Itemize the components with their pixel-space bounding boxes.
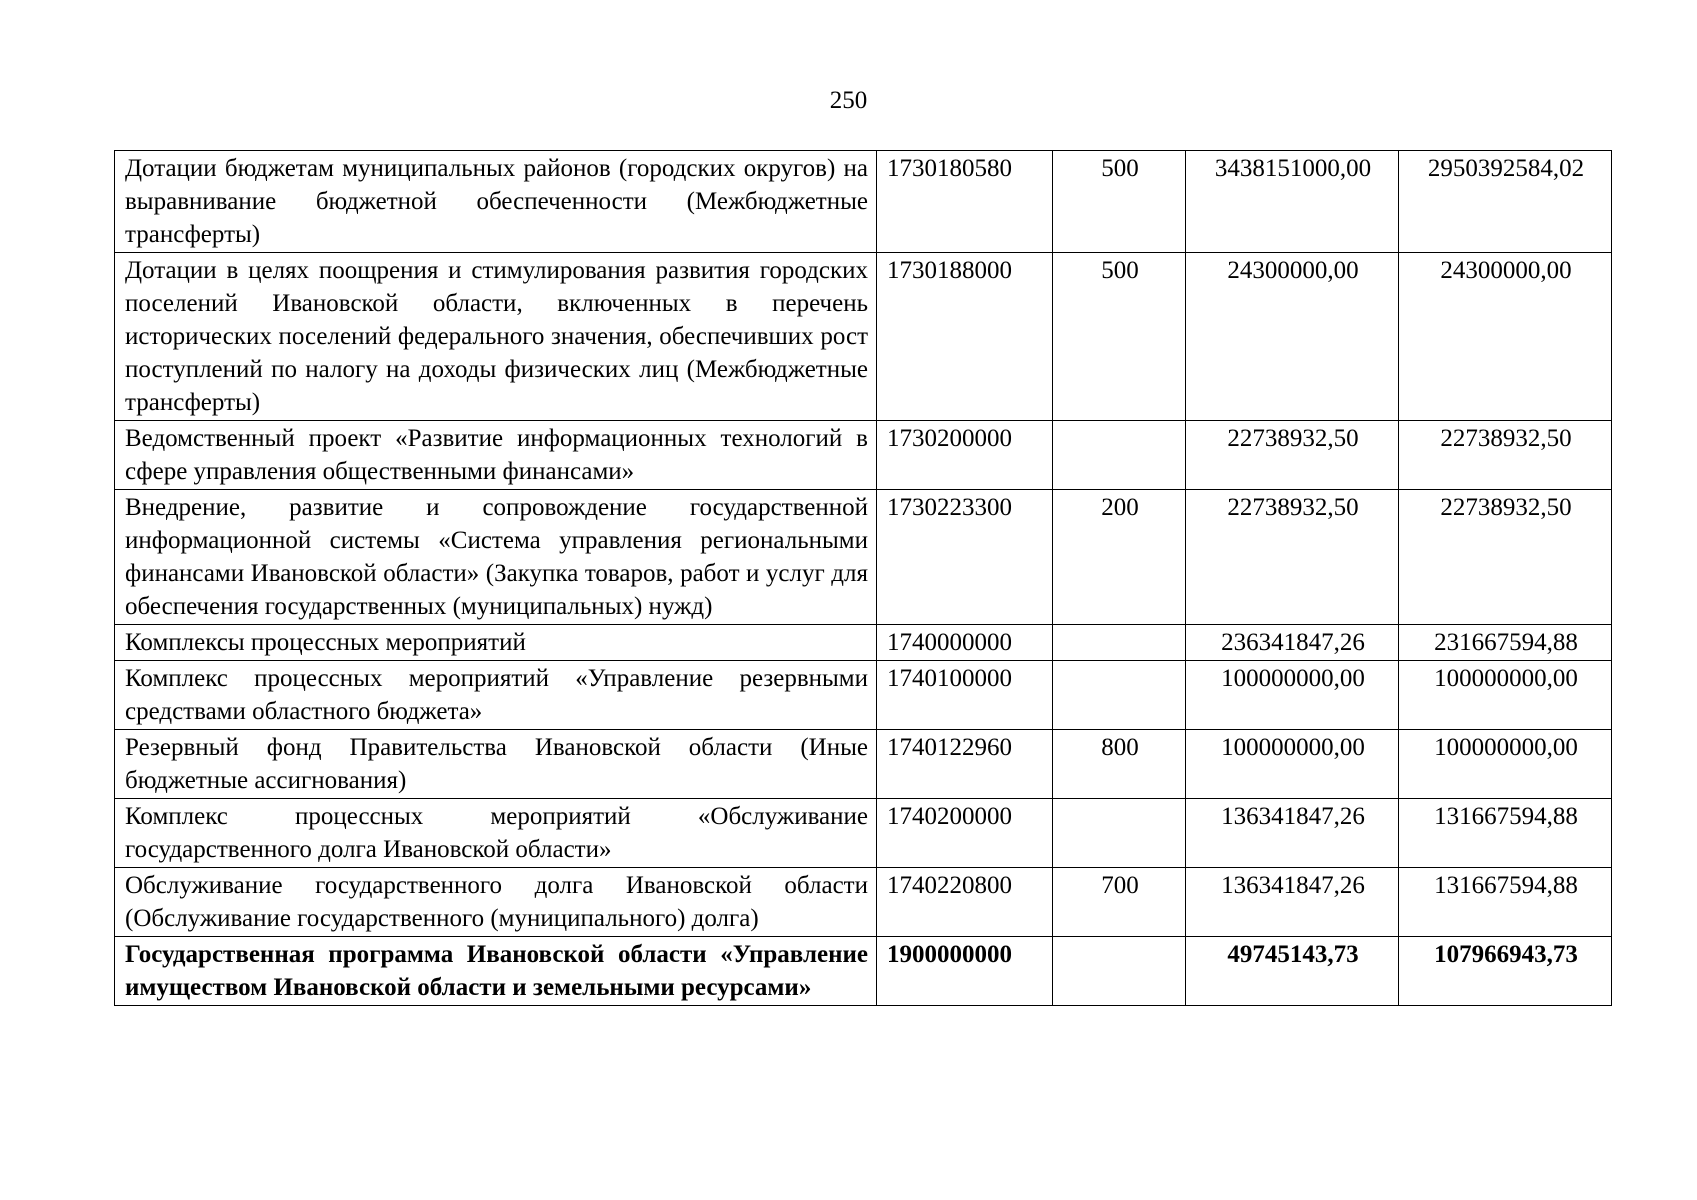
row-name: Ведомственный проект «Развитие информационных технологий в сфере управления общественными финансами» [115, 421, 877, 490]
row-expense-type [1053, 625, 1186, 661]
row-expense-type: 500 [1053, 151, 1186, 253]
row-code: 1730180580 [877, 151, 1053, 253]
table-row [115, 490, 1612, 625]
table-row [115, 937, 1612, 1006]
table-row [115, 799, 1612, 868]
row-name: Государственная программа Ивановской области «Управление имуществом Ивановской области и земельными ресурсами» [115, 937, 877, 1006]
row-sum-1: 3438151000,00 [1186, 151, 1399, 253]
page-number: 250 [829, 87, 868, 114]
row-expense-type [1053, 421, 1186, 490]
row-code: 1740122960 [877, 730, 1053, 799]
row-sum-1: 49745143,73 [1186, 937, 1399, 1006]
row-name: Внедрение, развитие и сопровождение государственной информационной системы «Система управления региональными финансами Ивановской области» (Закупка товаров, работ и услуг для обеспечения государственных (муниципальных) нужд) [115, 490, 877, 625]
row-sum-2: 100000000,00 [1399, 661, 1612, 730]
row-sum-2: 100000000,00 [1399, 730, 1612, 799]
row-sum-2: 24300000,00 [1399, 253, 1612, 421]
row-sum-2: 231667594,88 [1399, 625, 1612, 661]
row-code: 1740100000 [877, 661, 1053, 730]
row-expense-type [1053, 799, 1186, 868]
row-name: Дотации в целях поощрения и стимулирования развития городских поселений Ивановской области, включенных в перечень исторических поселений федерального значения, обеспечивших рост поступлений по налогу на доходы физических лиц (Межбюджетные трансферты) [115, 253, 877, 421]
row-sum-1: 100000000,00 [1186, 730, 1399, 799]
row-code: 1730223300 [877, 490, 1053, 625]
row-sum-2: 107966943,73 [1399, 937, 1612, 1006]
row-sum-2: 131667594,88 [1399, 799, 1612, 868]
row-sum-1: 100000000,00 [1186, 661, 1399, 730]
row-expense-type: 200 [1053, 490, 1186, 625]
table-row [115, 625, 1612, 661]
row-name: Комплексы процессных мероприятий [115, 625, 877, 661]
row-sum-1: 136341847,26 [1186, 868, 1399, 937]
table-row [115, 868, 1612, 937]
row-expense-type: 800 [1053, 730, 1186, 799]
row-expense-type: 500 [1053, 253, 1186, 421]
row-expense-type [1053, 937, 1186, 1006]
row-name: Резервный фонд Правительства Ивановской области (Иные бюджетные ассигнования) [115, 730, 877, 799]
row-expense-type: 700 [1053, 868, 1186, 937]
row-code: 1740220800 [877, 868, 1053, 937]
row-sum-1: 136341847,26 [1186, 799, 1399, 868]
row-sum-2: 131667594,88 [1399, 868, 1612, 937]
row-code: 1730200000 [877, 421, 1053, 490]
row-sum-1: 22738932,50 [1186, 490, 1399, 625]
row-code: 1900000000 [877, 937, 1053, 1006]
row-name: Дотации бюджетам муниципальных районов (городских округов) на выравнивание бюджетной обеспеченности (Межбюджетные трансферты) [115, 151, 877, 253]
row-code: 1740200000 [877, 799, 1053, 868]
table-row [115, 661, 1612, 730]
budget-table [114, 150, 1612, 1006]
table-row [115, 253, 1612, 421]
row-sum-2: 2950392584,02 [1399, 151, 1612, 253]
row-sum-2: 22738932,50 [1399, 421, 1612, 490]
row-code: 1740000000 [877, 625, 1053, 661]
row-sum-1: 22738932,50 [1186, 421, 1399, 490]
row-sum-2: 22738932,50 [1399, 490, 1612, 625]
row-sum-1: 24300000,00 [1186, 253, 1399, 421]
table-row [115, 421, 1612, 490]
row-name: Комплекс процессных мероприятий «Обслуживание государственного долга Ивановской области» [115, 799, 877, 868]
budget-table-body [115, 151, 1612, 1006]
row-name: Комплекс процессных мероприятий «Управление резервными средствами областного бюджета» [115, 661, 877, 730]
table-row [115, 151, 1612, 253]
row-name: Обслуживание государственного долга Ивановской области (Обслуживание государственного (муниципального) долга) [115, 868, 877, 937]
table-row [115, 730, 1612, 799]
row-code: 1730188000 [877, 253, 1053, 421]
row-sum-1: 236341847,26 [1186, 625, 1399, 661]
row-expense-type [1053, 661, 1186, 730]
